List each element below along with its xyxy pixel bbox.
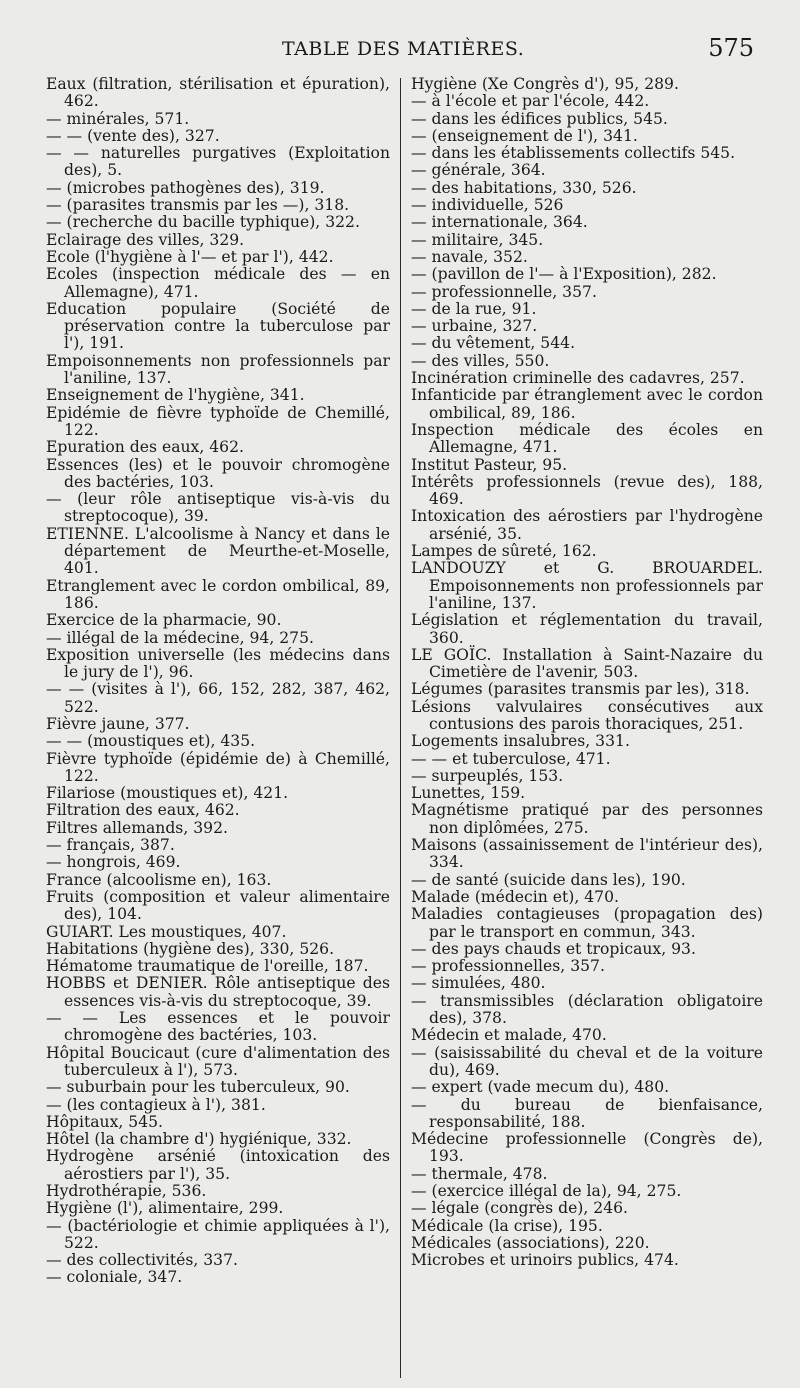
index-entry: — professionnelles, 357. xyxy=(411,957,605,976)
index-entry: — — et tuberculose, 471. xyxy=(411,749,611,768)
index-entry: Exposition universelle (les médecins dans le jury de l'), 96. xyxy=(46,645,390,682)
index-entry: — individuelle, 526 xyxy=(411,196,564,215)
index-entry: Maisons (assainissement de l'intérieur des), 334. xyxy=(411,836,763,872)
index-entry: Hôpital Boucicaut (cure d'alimentation des tuberculeux à l'), 573. xyxy=(46,1043,390,1079)
index-entry: Incinération criminelle des cadavres, 257. xyxy=(411,369,745,388)
index-entry: LE GOÏC. Installation à Saint-Nazaire du Cimetière de l'avenir, 503. xyxy=(411,645,763,682)
index-entry: — des collectivités, 337. xyxy=(46,1251,238,1270)
index-entry: — minérales, 571. xyxy=(46,109,190,128)
index-entry: — de la rue, 91. xyxy=(411,299,537,318)
index-entry: Malade (médecin et), 470. xyxy=(411,887,619,906)
index-entry: — coloniale, 347. xyxy=(46,1268,183,1287)
index-entry: — (les contagieux à l'), 381. xyxy=(46,1095,266,1114)
right-column xyxy=(411,76,763,1269)
index-entry: Enseignement de l'hygiène, 341. xyxy=(46,386,305,405)
index-entry: Filtres allemands, 392. xyxy=(46,818,228,837)
index-entry: — transmissibles (déclaration obligatoire des), 378. xyxy=(411,991,763,1028)
index-entry: Hygiène (Xe Congrès d'), 95, 289. xyxy=(411,75,679,93)
index-entry: Eclairage des villes, 329. xyxy=(46,230,245,249)
index-entry: Filtration des eaux, 462. xyxy=(46,801,240,820)
index-entry: Hôtel (la chambre d') hygiénique, 332. xyxy=(46,1130,352,1149)
index-entry: — (parasites transmis par les —), 318. xyxy=(46,196,350,215)
index-entry: — des pays chauds et tropicaux, 93. xyxy=(411,939,696,958)
index-entry: — (exercice illégal de la), 94, 275. xyxy=(411,1182,682,1200)
index-entry: — (recherche du bacille typhique), 322. xyxy=(46,213,360,232)
index-entry: — thermale, 478. xyxy=(411,1164,548,1183)
index-entry: Fièvre typhoïde (épidémie de) à Chemillé, 122. xyxy=(46,749,390,785)
index-entry: — urbaine, 327. xyxy=(411,317,538,336)
index-entry: Maladies contagieuses (propagation des) par le transport en commun, 343. xyxy=(411,905,763,941)
index-entry: — — naturelles purgatives (Exploitation des), 5. xyxy=(46,144,390,180)
index-entry: Médecin et malade, 470. xyxy=(411,1026,607,1045)
index-entry: Epidémie de fièvre typhoïde de Chemillé, 122. xyxy=(46,403,390,439)
index-entry: Hôpitaux, 545. xyxy=(46,1112,163,1131)
index-entry: — dans les établissements collectifs 545. xyxy=(411,144,736,163)
index-entry: — (microbes pathogènes des), 319. xyxy=(46,178,325,197)
index-entry: — légale (congrès de), 246. xyxy=(411,1199,629,1218)
index-entry: — dans les édifices publics, 545. xyxy=(411,109,668,128)
index-entry: Logements insalubres, 331. xyxy=(411,732,630,751)
index-entry: Inspection médicale des écoles en Allemagne, 471. xyxy=(411,420,763,457)
index-entry: Fièvre jaune, 377. xyxy=(46,714,190,733)
index-entry: Intérêts professionnels (revue des), 188, 469. xyxy=(411,472,763,509)
index-entry: — à l'école et par l'école, 442. xyxy=(411,92,650,111)
index-entry: — du vêtement, 544. xyxy=(411,334,576,353)
index-entry: — simulées, 480. xyxy=(411,974,546,993)
index-entry: Légumes (parasites transmis par les), 318. xyxy=(411,680,750,699)
page-number: 575 xyxy=(708,34,754,62)
index-entry: Médicales (associations), 220. xyxy=(411,1233,650,1252)
index-entry: Ecole (l'hygiène à l'— et par l'), 442. xyxy=(46,247,334,266)
index-entry: Lésions valvulaires consécutives aux contusions des parois thoraciques, 251. xyxy=(411,697,763,733)
left-column xyxy=(46,76,390,1287)
index-entry: Habitations (hygiène des), 330, 526. xyxy=(46,939,335,958)
index-entry: Microbes et urinoirs publics, 474. xyxy=(411,1251,679,1270)
index-entry: Hématome traumatique de l'oreille, 187. xyxy=(46,957,369,976)
index-entry: — — Les essences et le pouvoir chromogène des bactéries, 103. xyxy=(46,1009,390,1045)
index-entry: HOBBS et DENIER. Rôle antiseptique des essences vis-à-vis du streptocoque, 39. xyxy=(46,974,390,1010)
index-entry: France (alcoolisme en), 163. xyxy=(46,870,272,889)
index-entry: — — (moustiques et), 435. xyxy=(46,732,256,751)
index-entry: Lampes de sûreté, 162. xyxy=(411,542,597,561)
index-entry: Epuration des eaux, 462. xyxy=(46,438,244,457)
index-entry: Hydrogène arsénié (intoxication des aérostiers par l'), 35. xyxy=(46,1147,390,1183)
index-entry: — expert (vade mecum du), 480. xyxy=(411,1078,670,1097)
index-entry: — militaire, 345. xyxy=(411,230,544,249)
index-entry: — navale, 352. xyxy=(411,247,528,266)
index-entry: Médecine professionnelle (Congrès de), 193. xyxy=(411,1130,763,1166)
index-entry: — surpeuplés, 153. xyxy=(411,766,564,785)
index-entry: — illégal de la médecine, 94, 275. xyxy=(46,628,314,647)
index-entry: Etranglement avec le cordon ombilical, 89, 186. xyxy=(46,576,390,612)
index-entry: — internationale, 364. xyxy=(411,213,588,232)
index-entry: — générale, 364. xyxy=(411,161,546,180)
index-entry: — français, 387. xyxy=(46,836,175,855)
index-entry: Institut Pasteur, 95. xyxy=(411,455,568,474)
index-entry: LANDOUZY et G. BROUARDEL. Empoisonnements non professionnels par l'aniline, 137. xyxy=(411,559,763,612)
index-entry: Filariose (moustiques et), 421. xyxy=(46,784,289,803)
index-entry: ETIENNE. L'alcoolisme à Nancy et dans le département de Meurthe-et-Moselle, 401. xyxy=(46,524,390,578)
index-entry: Médicale (la crise), 195. xyxy=(411,1216,603,1235)
index-entry: Education populaire (Société de préservation contre la tuberculose par l'), 191. xyxy=(46,299,390,353)
index-entry: Ecoles (inspection médicale des — en Allemagne), 471. xyxy=(46,265,390,301)
index-entry: — suburbain pour les tuberculeux, 90. xyxy=(46,1078,350,1097)
column-divider xyxy=(400,78,401,1378)
index-entry: Empoisonnements non professionnels par l'aniline, 137. xyxy=(46,351,390,388)
index-entry: — (bactériologie et chimie appliquées à l'), 522. xyxy=(46,1216,390,1252)
index-entry: Lunettes, 159. xyxy=(411,784,526,803)
page-header xyxy=(0,30,800,70)
index-entry: — des villes, 550. xyxy=(411,351,550,370)
index-entry: — (saisissabilité du cheval et de la voiture du), 469. xyxy=(411,1043,763,1079)
index-entry: — — (visites à l'), 66, 152, 282, 387, 462, 522. xyxy=(46,680,390,716)
index-entry: — hongrois, 469. xyxy=(46,853,181,872)
index-entry: Essences (les) et le pouvoir chromogène des bactéries, 103. xyxy=(46,455,390,491)
running-title: TABLE DES MATIÈRES. xyxy=(282,38,525,60)
index-entry: Hygiène (l'), alimentaire, 299. xyxy=(46,1199,284,1218)
index-entry: Magnétisme pratiqué par des personnes non diplômées, 275. xyxy=(411,801,763,837)
index-entry: Eaux (filtration, stérilisation et épuration), 462. xyxy=(46,75,390,111)
index-entry: Fruits (composition et valeur alimentaire des), 104. xyxy=(46,887,390,924)
index-entry: — des habitations, 330, 526. xyxy=(411,178,637,197)
index-entry: — professionnelle, 357. xyxy=(411,282,597,301)
index-entry: Intoxication des aérostiers par l'hydrogène arsénié, 35. xyxy=(411,507,763,543)
index-entry: GUIART. Les moustiques, 407. xyxy=(46,922,287,941)
index-entry: Infanticide par étranglement avec le cordon ombilical, 89, 186. xyxy=(411,386,763,422)
index-entry: — (pavillon de l'— à l'Exposition), 282. xyxy=(411,265,717,284)
index-entry: Exercice de la pharmacie, 90. xyxy=(46,611,282,630)
index-entry: — de santé (suicide dans les), 190. xyxy=(411,870,686,889)
index-entry: — (enseignement de l'), 341. xyxy=(411,126,638,145)
index-entry: — — (vente des), 327. xyxy=(46,126,220,145)
index-entry: Législation et réglementation du travail, 360. xyxy=(411,611,763,647)
index-entry: — (leur rôle antiseptique vis-à-vis du streptocoque), 39. xyxy=(46,490,390,526)
index-entry: — du bureau de bienfaisance, responsabilité, 188. xyxy=(411,1095,763,1131)
index-entry: Hydrothérapie, 536. xyxy=(46,1182,207,1200)
